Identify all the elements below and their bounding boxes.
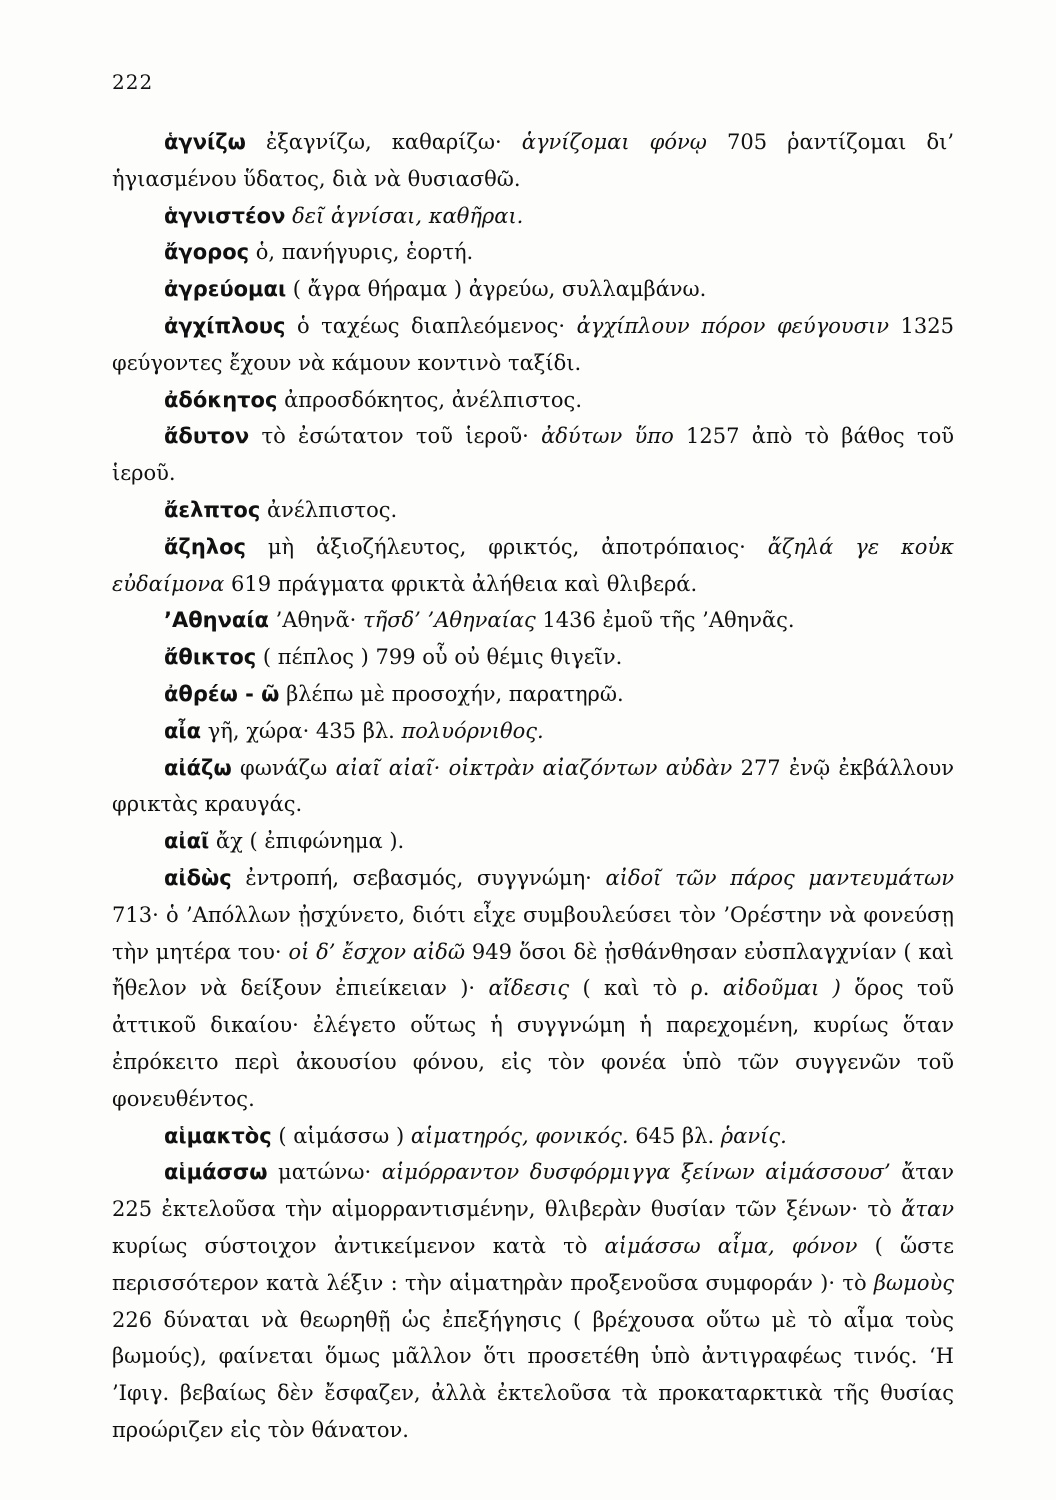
definition-text: κυρίως σύστοιχον ἀντικείμενον κατὰ τὸ xyxy=(112,1233,605,1258)
dictionary-entry xyxy=(112,271,954,308)
definition-text: ὁ ταχέως διαπλεόμενος· xyxy=(285,313,577,338)
definition-text: ( αἱμάσσω ) xyxy=(271,1123,411,1148)
definition-text: ὁ, πανήγυρις, ἑορτή. xyxy=(249,240,474,265)
dictionary-entry xyxy=(112,529,954,603)
page-number: 222 xyxy=(112,70,154,94)
entry-headword: αἰάζω xyxy=(164,755,232,780)
definition-text: ( καὶ τὸ ρ. xyxy=(569,976,723,1001)
definition-text: ἄχ ( ἐπιφώνημα ). xyxy=(209,829,405,854)
quoted-phrase: ἄζηλά γε κοὐκ εὐδαίμονα xyxy=(112,534,954,596)
entry-headword: αἱμάσσω xyxy=(164,1160,268,1185)
dictionary-entry xyxy=(112,1118,954,1155)
dictionary-entry xyxy=(112,492,954,529)
entry-headword: ἀγρεύομαι xyxy=(164,277,287,302)
dictionary-entry xyxy=(112,639,954,676)
entry-headword: αἰαῖ xyxy=(164,829,210,854)
dictionary-entry xyxy=(112,308,954,382)
quoted-phrase: ἀδύτων ὕπο xyxy=(541,424,674,449)
dictionary-entry xyxy=(112,418,954,492)
dictionary-entry xyxy=(112,823,954,860)
definition-text: φωνάζω xyxy=(231,755,336,780)
entry-headword: ἄθικτος xyxy=(164,645,257,670)
entry-headword: ’Αθηναία xyxy=(164,608,269,633)
dictionary-text xyxy=(112,124,954,1449)
definition-text: ἀνέλπιστος. xyxy=(260,497,398,522)
quoted-phrase: αἱμάσσω αἷμα, φόνον xyxy=(604,1233,858,1258)
definition-text: μὴ ἀξιοζήλευτος, φρικτός, ἀποτρόπαιος· xyxy=(245,534,768,559)
definition-text: ματώνω· xyxy=(267,1160,382,1185)
definition-text: ἀπροσδόκητος, ἀνέλπιστος. xyxy=(277,387,582,412)
quoted-phrase: αἴδεσις xyxy=(488,976,570,1001)
entry-headword: ἄδυτον xyxy=(164,424,250,449)
definition-text: τὸ ἐσώτατον τοῦ ἱεροῦ· xyxy=(249,424,542,449)
quoted-phrase: ἄταν xyxy=(901,1197,954,1222)
dictionary-entry xyxy=(112,602,954,639)
entry-headword: ἄζηλος xyxy=(164,534,246,559)
definition-text: 226 δύναται νὰ θεωρηθῇ ὡς ἐπεξήγησις ( βρέχουσα οὕτω μὲ τὸ αἷμα τοὺς βωμούς), φαίνεται ὅμως μᾶλλον ὅτι προσετέθη ὑπὸ ἀντιγραφέως τινός. ‘Η ’Ιφιγ. βεβαίως δὲν ἔσφαζεν, ἀλλὰ ἐκτελοῦσα τὰ προκαταρκτικὰ τῆς θυσίας προώριζεν εἰς τὸν θάνατον. xyxy=(112,1307,954,1442)
dictionary-entry xyxy=(112,382,954,419)
quoted-phrase: αἰαῖ αἰαῖ· οἰκτρὰν αἰαζόντων αὐδὰν xyxy=(335,755,733,780)
definition-text: ( ἄγρα θήραμα ) ἀγρεύω, συλλαμβάνω. xyxy=(286,277,707,302)
definition-text: ἄταν 225 ἐκτελοῦσα τὴν αἱμορραντισμένην, θλιβερὰν θυσίαν τῶν ξένων· τὸ xyxy=(112,1160,954,1222)
definition-text: 1257 ἀπὸ τὸ βάθος τοῦ ἱεροῦ. xyxy=(112,424,955,486)
quoted-phrase: αἰδοῦμαι ) xyxy=(722,976,841,1001)
definition-text: 705 ῥαντίζομαι δι’ ἡγιασμένου ὕδατος, διὰ νὰ θυσιασθῶ. xyxy=(112,130,954,191)
entry-headword: ἁγνίζω xyxy=(164,130,246,154)
entry-headword: αἰδὼς xyxy=(164,865,232,890)
dictionary-entry xyxy=(112,198,954,235)
quoted-phrase: τῆσδ’ ’Αθηναίας xyxy=(363,608,536,633)
definition-text: 277 ἐνῷ ἐκβάλλουν φρικτὰς κραυγάς. xyxy=(112,755,954,817)
quoted-phrase: ἀγχίπλουν πόρον φεύγουσιν xyxy=(576,313,889,338)
entry-headword: ἀθρέω - ῶ xyxy=(164,681,280,706)
definition-text: 1325 φεύγοντες ἔχουν νὰ κάμουν κοντινὸ ταξίδι. xyxy=(112,313,955,375)
quoted-phrase: οἱ δ’ ἔσχον αἰδῶ xyxy=(288,939,466,964)
definition-text: ὅρος τοῦ ἀττικοῦ δικαίου· ἐλέγετο οὕτως ἡ συγγνώμη ἡ παρεχομένη, κυρίως ὅταν ἐπρόκειτο περὶ ἀκουσίου φόνου, εἰς τὸν φονέα ὑπὸ τῶν συγγενῶν τοῦ φονευθέντος. xyxy=(112,976,954,1111)
quoted-phrase: πολυόρνιθος. xyxy=(401,718,544,743)
dictionary-entry xyxy=(112,1154,954,1448)
quoted-phrase: βωμοὺς xyxy=(873,1270,954,1295)
definition-text: ( ὥστε περισσότερον κατὰ λέξιν : τὴν αἱματηρὰν προξενοῦσα συμφοράν )· τὸ xyxy=(112,1233,954,1295)
definition-text: ( πέπλος ) 799 οὗ οὐ θέμις θιγεῖν. xyxy=(256,645,623,670)
quoted-phrase: αἰδοῖ τῶν πάρος μαντευμάτων xyxy=(605,865,954,890)
entry-headword: αἱμακτὸς xyxy=(164,1123,272,1148)
entry-headword: ἀδόκητος xyxy=(164,387,278,412)
dictionary-entry xyxy=(112,234,954,271)
dictionary-entry xyxy=(112,676,954,713)
definition-text: 645 βλ. xyxy=(628,1123,721,1148)
definition-text: ἐξαγνίζω, καθαρίζω· xyxy=(245,130,522,154)
entry-headword: ἄγορος xyxy=(164,240,250,265)
definition-text: γῆ, χώρα· 435 βλ. xyxy=(201,718,402,743)
definition-text: 713· ὁ ’Απόλλων ᾐσχύνετο, διότι εἶχε συμβουλεύσει τὸν ’Ορέστην νὰ φονεύσῃ τὴν μητέρα του· xyxy=(112,902,954,964)
definition-text: ἐντροπή, σεβασμός, συγγνώμη· xyxy=(231,865,606,890)
quoted-phrase: ἁγνίζομαι φόνῳ xyxy=(521,130,707,154)
dictionary-entry xyxy=(112,713,954,750)
dictionary-entry xyxy=(112,860,954,1118)
quoted-phrase: ῥανίς. xyxy=(720,1123,787,1148)
entry-headword: αἶα xyxy=(164,718,202,743)
entry-headword: ἁγνιστέον xyxy=(164,203,286,228)
definition-text: βλέπω μὲ προσοχήν, παρατηρῶ. xyxy=(279,681,624,706)
quoted-phrase: αἱματηρός, φονικός. xyxy=(410,1123,629,1148)
dictionary-entry xyxy=(112,750,954,824)
definition-text: ’Αθηνᾶ· xyxy=(268,608,363,633)
entry-headword: ἀγχίπλους xyxy=(164,313,286,338)
quoted-phrase: δεῖ ἁγνίσαι, καθῆραι. xyxy=(292,203,524,228)
quoted-phrase: αἱμόρραντον δυσφόρμιγγα ξείνων αἱμάσσουσ’ xyxy=(381,1160,891,1185)
dictionary-entry xyxy=(112,124,954,198)
entry-headword: ἄελπτος xyxy=(164,497,261,522)
definition-text: 949 ὅσοι δὲ ᾐσθάνθησαν εὐσπλαγχνίαν ( καὶ ἤθελον νὰ δείξουν ἐπιείκειαν )· xyxy=(112,939,954,1001)
definition-text: 619 πράγματα φρικτὰ ἀλήθεια καὶ θλιβερά. xyxy=(224,571,698,596)
definition-text: 1436 ἐμοῦ τῆς ’Αθηνᾶς. xyxy=(535,608,795,633)
